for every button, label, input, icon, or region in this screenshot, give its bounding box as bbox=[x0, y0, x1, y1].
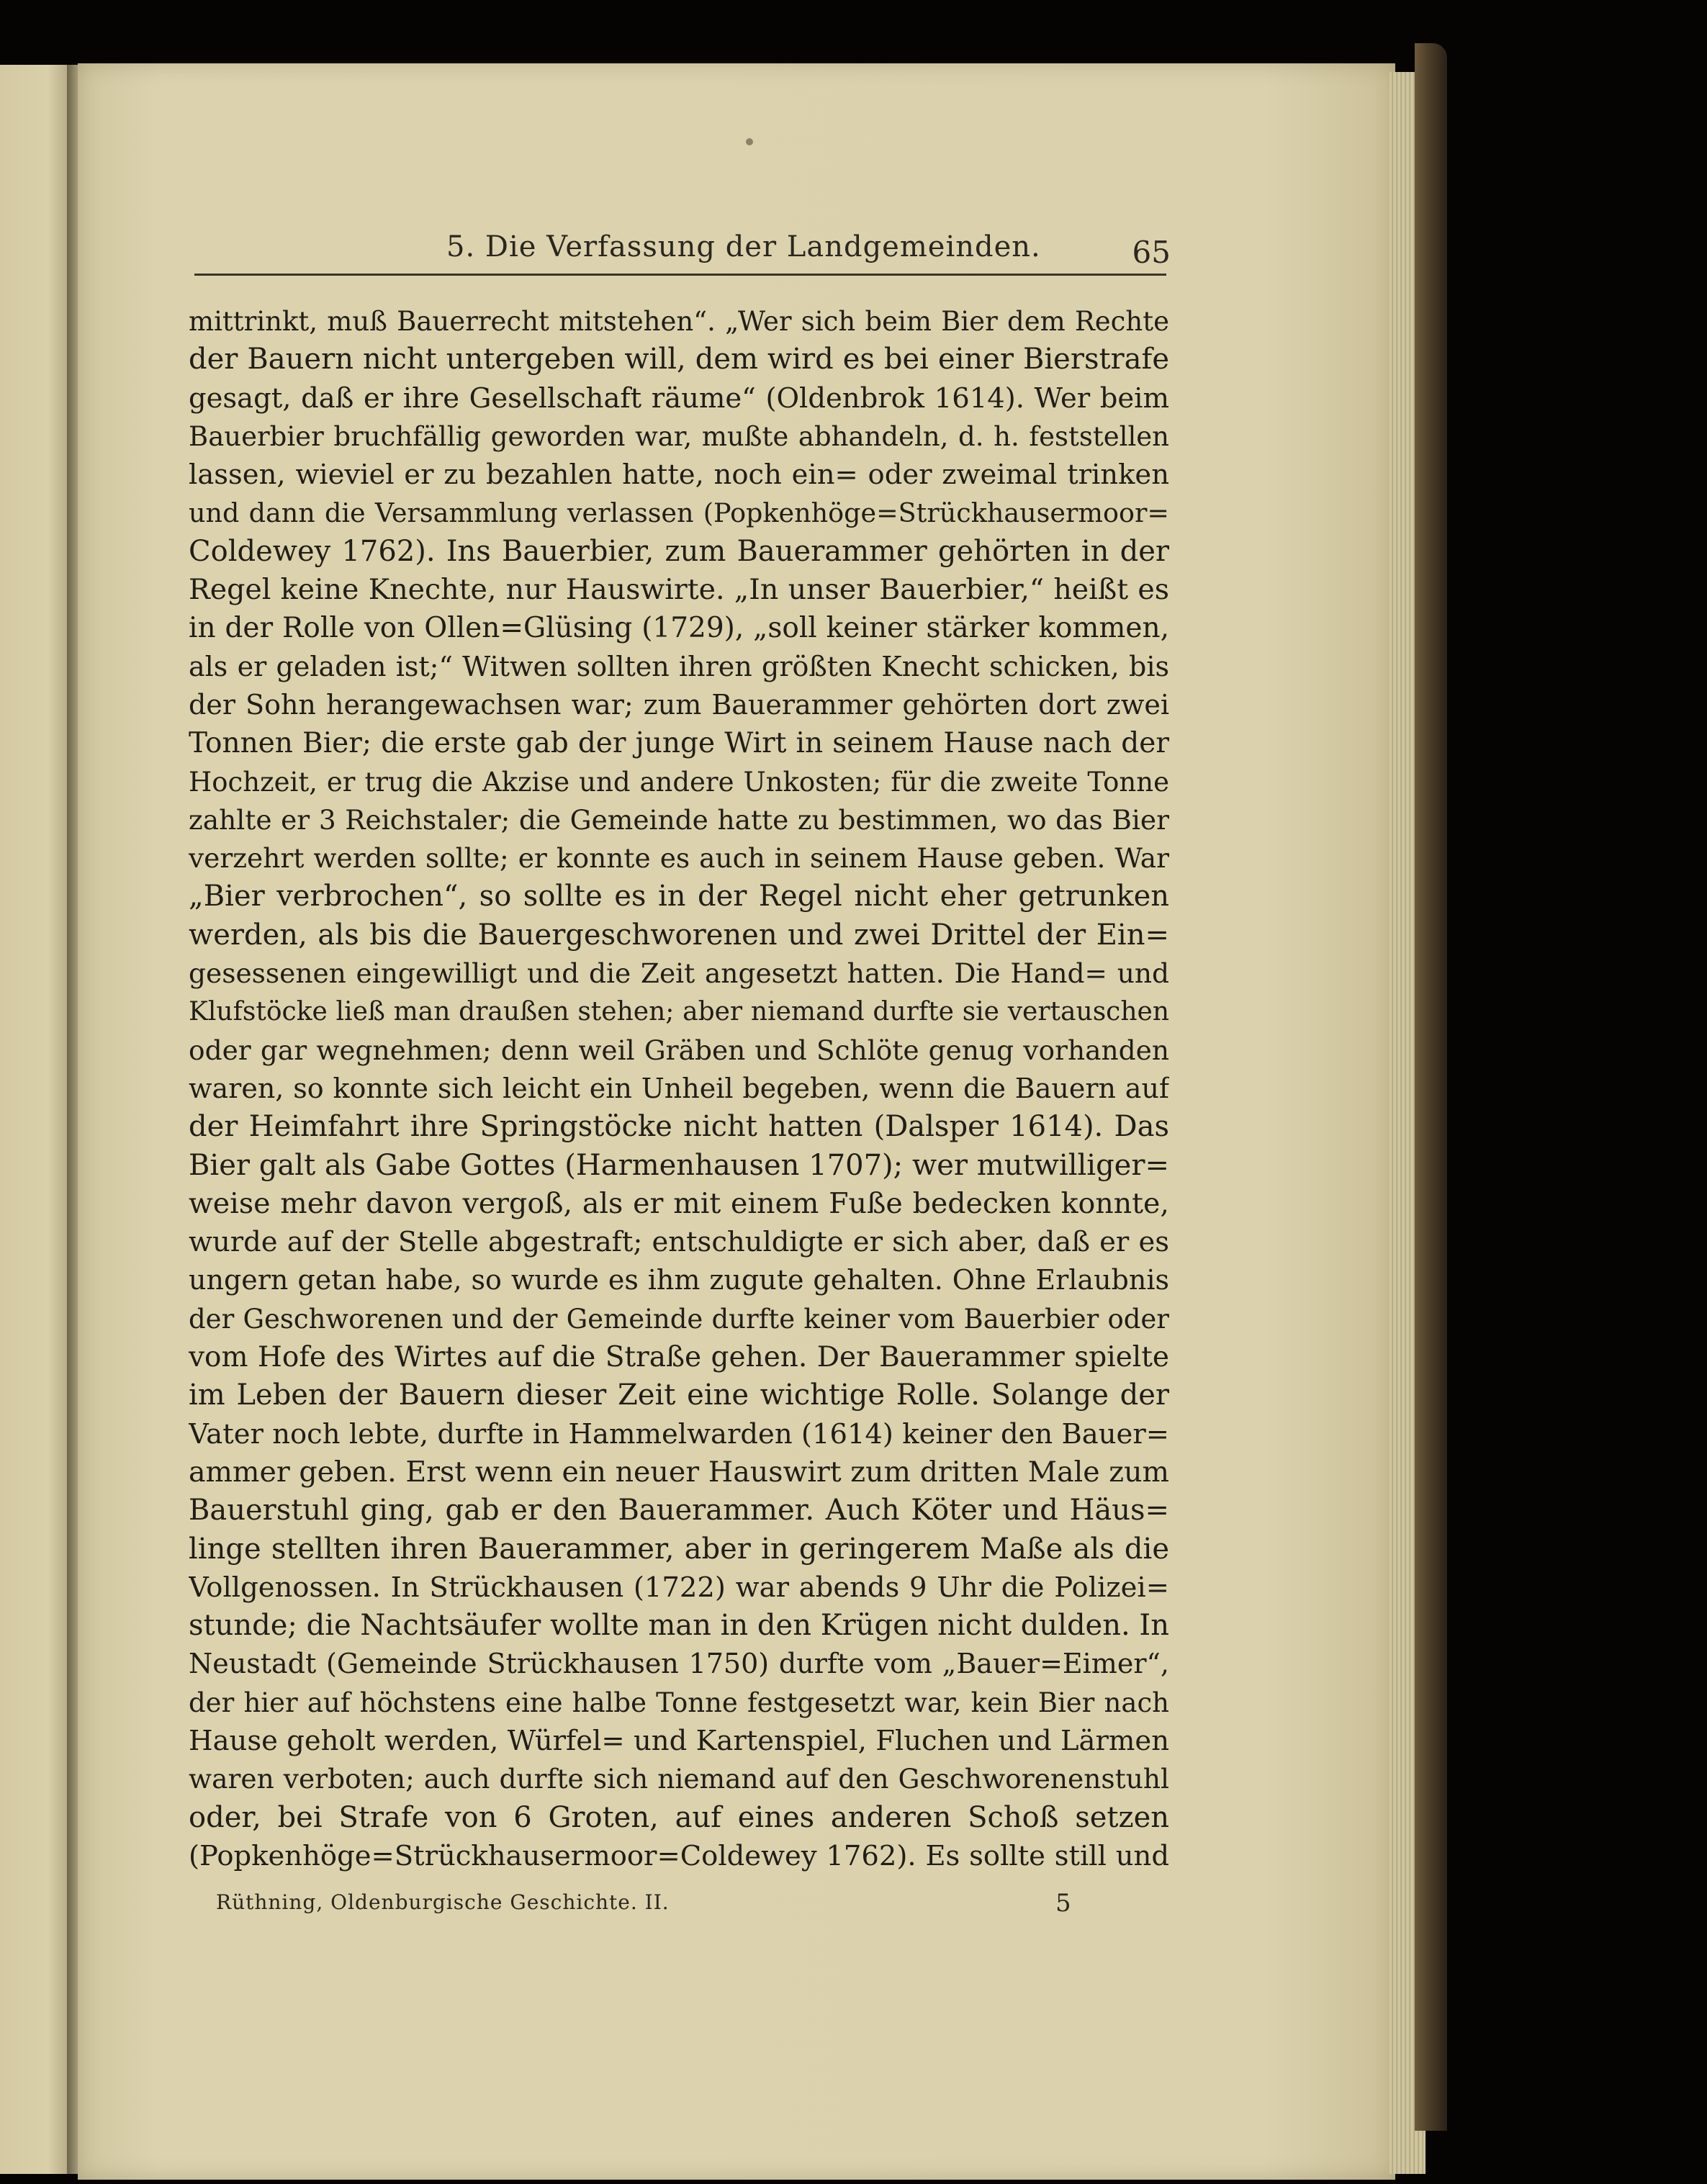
footer-signature: Rüthning, Oldenburgische Geschichte. II. bbox=[216, 1890, 670, 1914]
book-gutter bbox=[67, 65, 78, 2174]
text-line: Coldewey 1762). Ins Bauerbier, zum Bauerammer gehörten in der bbox=[189, 534, 1169, 568]
text-line: werden, als bis die Bauergeschworenen und zwei Drittel der Ein= bbox=[189, 918, 1169, 952]
text-line: in der Rolle von Ollen=Glüsing (1729), „soll keiner stärker kommen, bbox=[189, 612, 1169, 645]
running-head: 5. Die Verfassung der Landgemeinden. bbox=[446, 230, 1041, 263]
text-line: Hochzeit, er trug die Akzise und andere Unkosten; für die zweite Tonne bbox=[189, 766, 1169, 798]
text-line: ungern getan habe, so wurde es ihm zugute gehalten. Ohne Erlaubnis bbox=[189, 1264, 1169, 1296]
text-line: Neustadt (Gemeinde Strückhausen 1750) durfte vom „Bauer=Eimer“, bbox=[189, 1648, 1169, 1680]
text-line: zahlte er 3 Reichstaler; die Gemeinde hatte zu bestimmen, wo das Bier bbox=[189, 803, 1169, 836]
text-line: weise mehr davon vergoß, als er mit einem Fuße bedecken konnte, bbox=[189, 1186, 1169, 1220]
text-line: linge stellten ihren Bauerammer, aber in geringerem Maße als die bbox=[189, 1532, 1169, 1566]
text-line: oder, bei Strafe von 6 Groten, auf eines anderen Schoß setzen bbox=[189, 1800, 1169, 1834]
text-line: wurde auf der Stelle abgestraft; entschuldigte er sich aber, daß er es bbox=[189, 1226, 1169, 1259]
text-line: stunde; die Nachtsäufer wollte man in den Krügen nicht dulden. In bbox=[189, 1609, 1169, 1643]
text-line: „Bier verbrochen“, so sollte es in der Regel nicht eher getrunken bbox=[189, 880, 1169, 913]
text-line: Vater noch lebte, durfte in Hammelwarden (1614) keiner den Bauer= bbox=[189, 1417, 1169, 1450]
book-cover-edge bbox=[1415, 43, 1447, 2131]
footer-sheet-number: 5 bbox=[1055, 1889, 1071, 1918]
text-line: der Sohn herangewachsen war; zum Bauerammer gehörten dort zwei bbox=[189, 688, 1169, 721]
page-number: 65 bbox=[1132, 235, 1171, 270]
body-text bbox=[189, 302, 1169, 1875]
text-line: Bauerstuhl ging, gab er den Bauerammer. Auch Köter und Häus= bbox=[189, 1494, 1169, 1528]
text-line: im Leben der Bauern dieser Zeit eine wichtige Rolle. Solange der bbox=[189, 1378, 1169, 1412]
text-line: als er geladen ist;“ Witwen sollten ihren größten Knecht schicken, bis bbox=[189, 650, 1169, 682]
left-page-edge bbox=[0, 65, 70, 2174]
text-line: verzehrt werden sollte; er konnte es auch in seinem Hause geben. War bbox=[189, 842, 1169, 875]
text-line: Bauerbier bruchfällig geworden war, mußte abhandeln, d. h. feststellen bbox=[189, 420, 1169, 452]
text-line: Regel keine Knechte, nur Hauswirte. „In unser Bauerbier,“ heißt es bbox=[189, 573, 1169, 607]
text-line: waren verboten; auch durfte sich niemand auf den Geschworenenstuhl bbox=[189, 1763, 1169, 1795]
text-line: ammer geben. Erst wenn ein neuer Hauswirt zum dritten Male zum bbox=[189, 1455, 1169, 1489]
text-line: der Geschworenen und der Gemeinde durfte keiner vom Bauerbier oder bbox=[189, 1303, 1169, 1335]
paper-speck bbox=[746, 138, 753, 145]
text-line: Tonnen Bier; die erste gab der junge Wirt in seinem Hause nach der bbox=[189, 727, 1169, 760]
text-line: waren, so konnte sich leicht ein Unheil begeben, wenn die Bauern auf bbox=[189, 1072, 1169, 1104]
text-line: der Bauern nicht untergeben will, dem wird es bei einer Bierstrafe bbox=[189, 343, 1169, 376]
text-line: gesagt, daß er ihre Gesellschaft räume“ (Oldenbrok 1614). Wer beim bbox=[189, 382, 1169, 415]
text-line: gesessenen eingewilligt und die Zeit angesetzt hatten. Die Hand= und bbox=[189, 957, 1169, 990]
text-line: lassen, wieviel er zu bezahlen hatte, noch ein= oder zweimal trinken bbox=[189, 459, 1169, 492]
text-line: (Popkenhöge=Strückhausermoor=Coldewey 1762). Es sollte still und bbox=[189, 1839, 1169, 1872]
text-line: der Heimfahrt ihre Springstöcke nicht hatten (Dalsper 1614). Das bbox=[189, 1110, 1169, 1144]
text-line: Vollgenossen. In Strückhausen (1722) war abends 9 Uhr die Polizei= bbox=[189, 1571, 1169, 1604]
text-line: mittrinkt, muß Bauerrecht mitstehen“. „Wer sich beim Bier dem Rechte bbox=[189, 306, 1169, 337]
text-line: und dann die Versammlung verlassen (Popkenhöge=Strückhausermoor= bbox=[189, 497, 1169, 529]
text-line: oder gar wegnehmen; denn weil Gräben und Schlöte genug vorhanden bbox=[189, 1034, 1169, 1066]
text-line: vom Hofe des Wirtes auf die Straße gehen. Der Bauerammer spielte bbox=[189, 1341, 1169, 1374]
text-line: Bier galt als Gabe Gottes (Harmenhausen 1707); wer mutwilliger= bbox=[189, 1148, 1169, 1182]
text-line: Klufstöcke ließ man draußen stehen; aber niemand durfte sie vertauschen bbox=[189, 997, 1169, 1027]
page-header bbox=[194, 230, 1171, 276]
text-line: der hier auf höchstens eine halbe Tonne festgesetzt war, kein Bier nach bbox=[189, 1687, 1169, 1718]
text-line: Hause geholt werden, Würfel= und Kartenspiel, Fluchen und Lärmen bbox=[189, 1724, 1169, 1757]
